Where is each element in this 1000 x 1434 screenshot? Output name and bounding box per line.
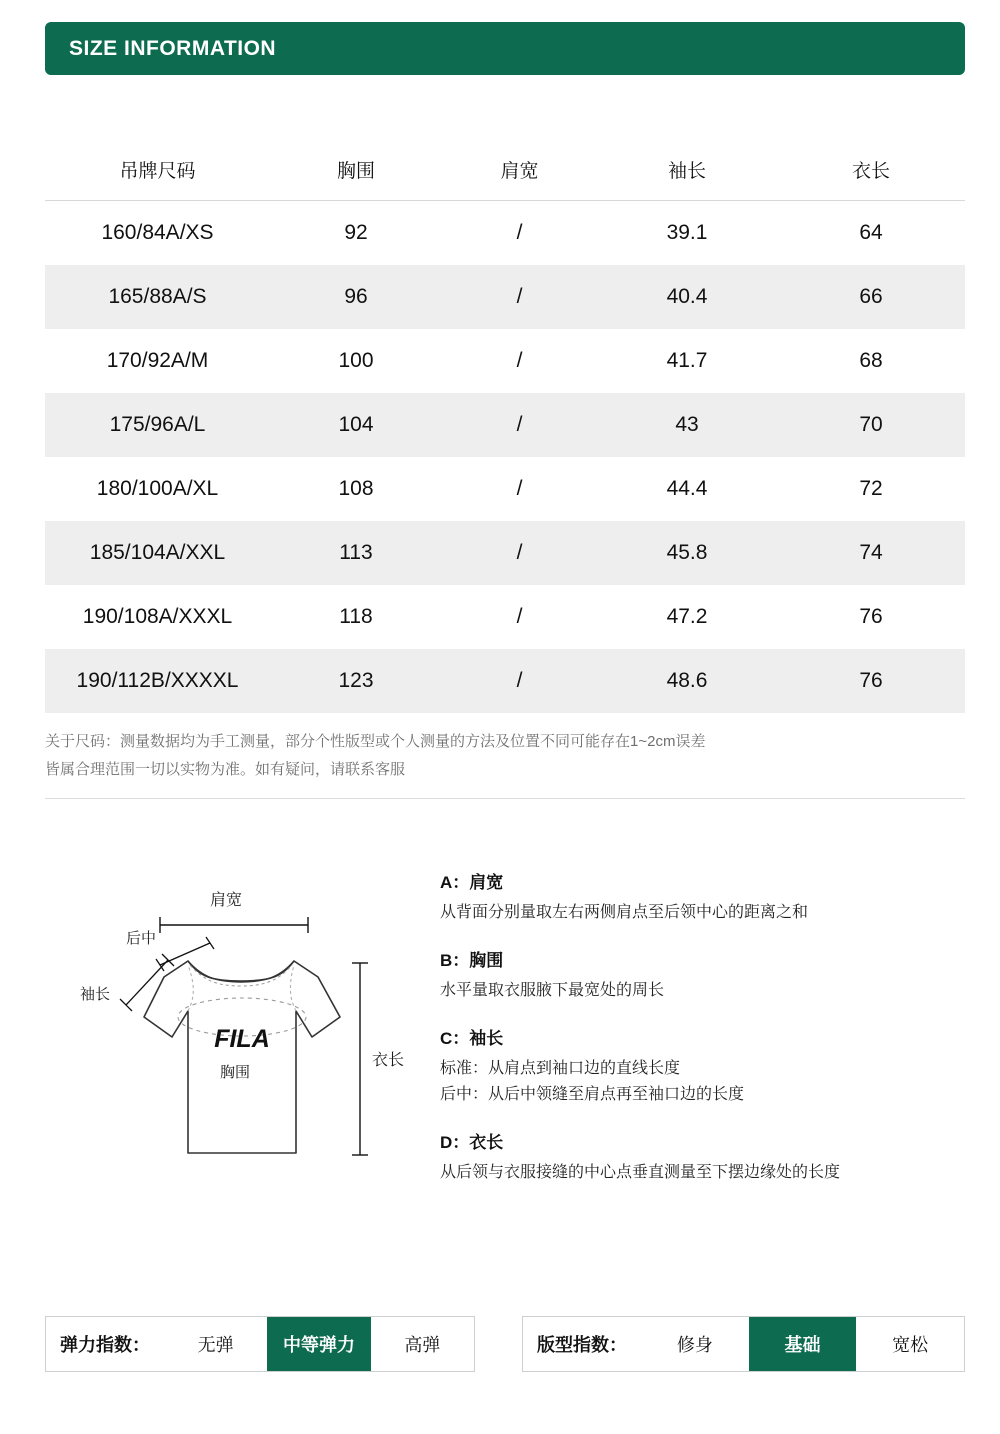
measurement-title: C：袖长 xyxy=(440,1029,504,1048)
diagram-label-length: 衣长 xyxy=(372,1052,405,1069)
measurement-item-chest xyxy=(440,946,970,1004)
cell-length: 66 xyxy=(777,265,965,329)
tshirt-diagram-svg xyxy=(60,865,420,1195)
table-row xyxy=(45,457,965,521)
section-divider xyxy=(45,798,965,799)
fit-option-slim[interactable]: 修身 xyxy=(676,1335,713,1355)
cell-shoulder: / xyxy=(442,521,597,585)
table-row xyxy=(45,265,965,329)
cell-sleeve: 48.6 xyxy=(597,649,777,713)
cell-chest: 108 xyxy=(270,457,442,521)
cell-size: 190/108A/XXXL xyxy=(45,585,270,649)
table-header-row xyxy=(45,140,965,201)
size-note-line2: 皆属合理范围一切以实物为准。如有疑问，请联系客服 xyxy=(45,761,406,778)
elasticity-option-none[interactable]: 无弹 xyxy=(197,1335,234,1355)
measurement-line: 标准：从肩点到袖口边的直线长度 xyxy=(440,1060,681,1077)
cell-sleeve: 44.4 xyxy=(597,457,777,521)
column-header-chest: 胸围 xyxy=(270,140,442,201)
table-row xyxy=(45,393,965,457)
page-title: SIZE INFORMATION xyxy=(69,36,277,60)
table-row xyxy=(45,201,965,265)
cell-sleeve: 43 xyxy=(597,393,777,457)
cell-chest: 123 xyxy=(270,649,442,713)
size-note-line1: 关于尺码：测量数据均为手工测量，部分个性版型或个人测量的方法及位置不同可能存在1~2cm误差 xyxy=(45,733,706,750)
cell-size: 165/88A/S xyxy=(45,265,270,329)
cell-length: 68 xyxy=(777,329,965,393)
cell-sleeve: 39.1 xyxy=(597,201,777,265)
column-header-length: 衣长 xyxy=(777,140,965,201)
cell-length: 64 xyxy=(777,201,965,265)
cell-sleeve: 40.4 xyxy=(597,265,777,329)
fit-option-loose[interactable]: 宽松 xyxy=(892,1335,929,1355)
garment-diagram xyxy=(60,865,420,1195)
fit-option-regular[interactable]: 基础 xyxy=(749,1317,857,1371)
cell-chest: 92 xyxy=(270,201,442,265)
size-table-head xyxy=(45,140,965,201)
cell-shoulder: / xyxy=(442,585,597,649)
size-note xyxy=(45,728,965,784)
cell-length: 76 xyxy=(777,585,965,649)
cell-sleeve: 41.7 xyxy=(597,329,777,393)
cell-length: 72 xyxy=(777,457,965,521)
cell-length: 70 xyxy=(777,393,965,457)
column-header-size: 吊牌尺码 xyxy=(45,140,270,201)
measurement-item-length xyxy=(440,1128,970,1186)
elasticity-option-high[interactable]: 高弹 xyxy=(404,1335,441,1355)
column-header-shoulder: 肩宽 xyxy=(442,140,597,201)
table-row xyxy=(45,329,965,393)
table-row xyxy=(45,585,965,649)
diagram-label-shoulder: 肩宽 xyxy=(210,892,243,909)
diagram-label-backcenter: 后中 xyxy=(126,930,157,947)
table-row xyxy=(45,649,965,713)
diagram-label-chest: 胸围 xyxy=(220,1064,251,1081)
cell-size: 160/84A/XS xyxy=(45,201,270,265)
cell-chest: 96 xyxy=(270,265,442,329)
size-table xyxy=(45,140,965,713)
cell-chest: 104 xyxy=(270,393,442,457)
measurement-title: A：肩宽 xyxy=(440,873,504,892)
cell-shoulder: / xyxy=(442,201,597,265)
measurement-line: 水平量取衣服腋下最宽处的周长 xyxy=(440,982,665,999)
cell-chest: 113 xyxy=(270,521,442,585)
fit-index xyxy=(522,1316,965,1372)
measurement-definitions xyxy=(440,868,970,1206)
cell-size: 185/104A/XXL xyxy=(45,521,270,585)
size-table-wrap xyxy=(45,140,965,713)
svg-text:FILA: FILA xyxy=(214,1025,270,1053)
elasticity-index-label: 弹力指数： xyxy=(60,1335,150,1355)
cell-size: 190/112B/XXXXL xyxy=(45,649,270,713)
header-banner xyxy=(45,22,965,75)
diagram-label-sleeve: 袖长 xyxy=(80,986,111,1003)
cell-shoulder: / xyxy=(442,265,597,329)
measurement-title: B：胸围 xyxy=(440,951,504,970)
elasticity-option-medium[interactable]: 中等弹力 xyxy=(267,1317,370,1371)
cell-shoulder: / xyxy=(442,393,597,457)
column-header-sleeve: 袖长 xyxy=(597,140,777,201)
cell-shoulder: / xyxy=(442,457,597,521)
cell-length: 74 xyxy=(777,521,965,585)
measurement-line: 后中：从后中领缝至肩点再至袖口边的长度 xyxy=(440,1086,745,1103)
size-table-body xyxy=(45,201,965,713)
measurement-item-shoulder xyxy=(440,868,970,926)
cell-shoulder: / xyxy=(442,649,597,713)
cell-size: 175/96A/L xyxy=(45,393,270,457)
measurement-title: D：衣长 xyxy=(440,1133,504,1152)
cell-size: 180/100A/XL xyxy=(45,457,270,521)
cell-sleeve: 47.2 xyxy=(597,585,777,649)
elasticity-index xyxy=(45,1316,475,1372)
fit-index-label: 版型指数： xyxy=(537,1335,627,1355)
cell-size: 170/92A/M xyxy=(45,329,270,393)
table-row xyxy=(45,521,965,585)
cell-chest: 100 xyxy=(270,329,442,393)
measurement-item-sleeve xyxy=(440,1024,970,1108)
cell-sleeve: 45.8 xyxy=(597,521,777,585)
cell-shoulder: / xyxy=(442,329,597,393)
measurement-line: 从背面分别量取左右两侧肩点至后领中心的距离之和 xyxy=(440,904,809,921)
cell-chest: 118 xyxy=(270,585,442,649)
cell-length: 76 xyxy=(777,649,965,713)
measurement-line: 从后领与衣服接缝的中心点垂直测量至下摆边缘处的长度 xyxy=(440,1164,841,1181)
